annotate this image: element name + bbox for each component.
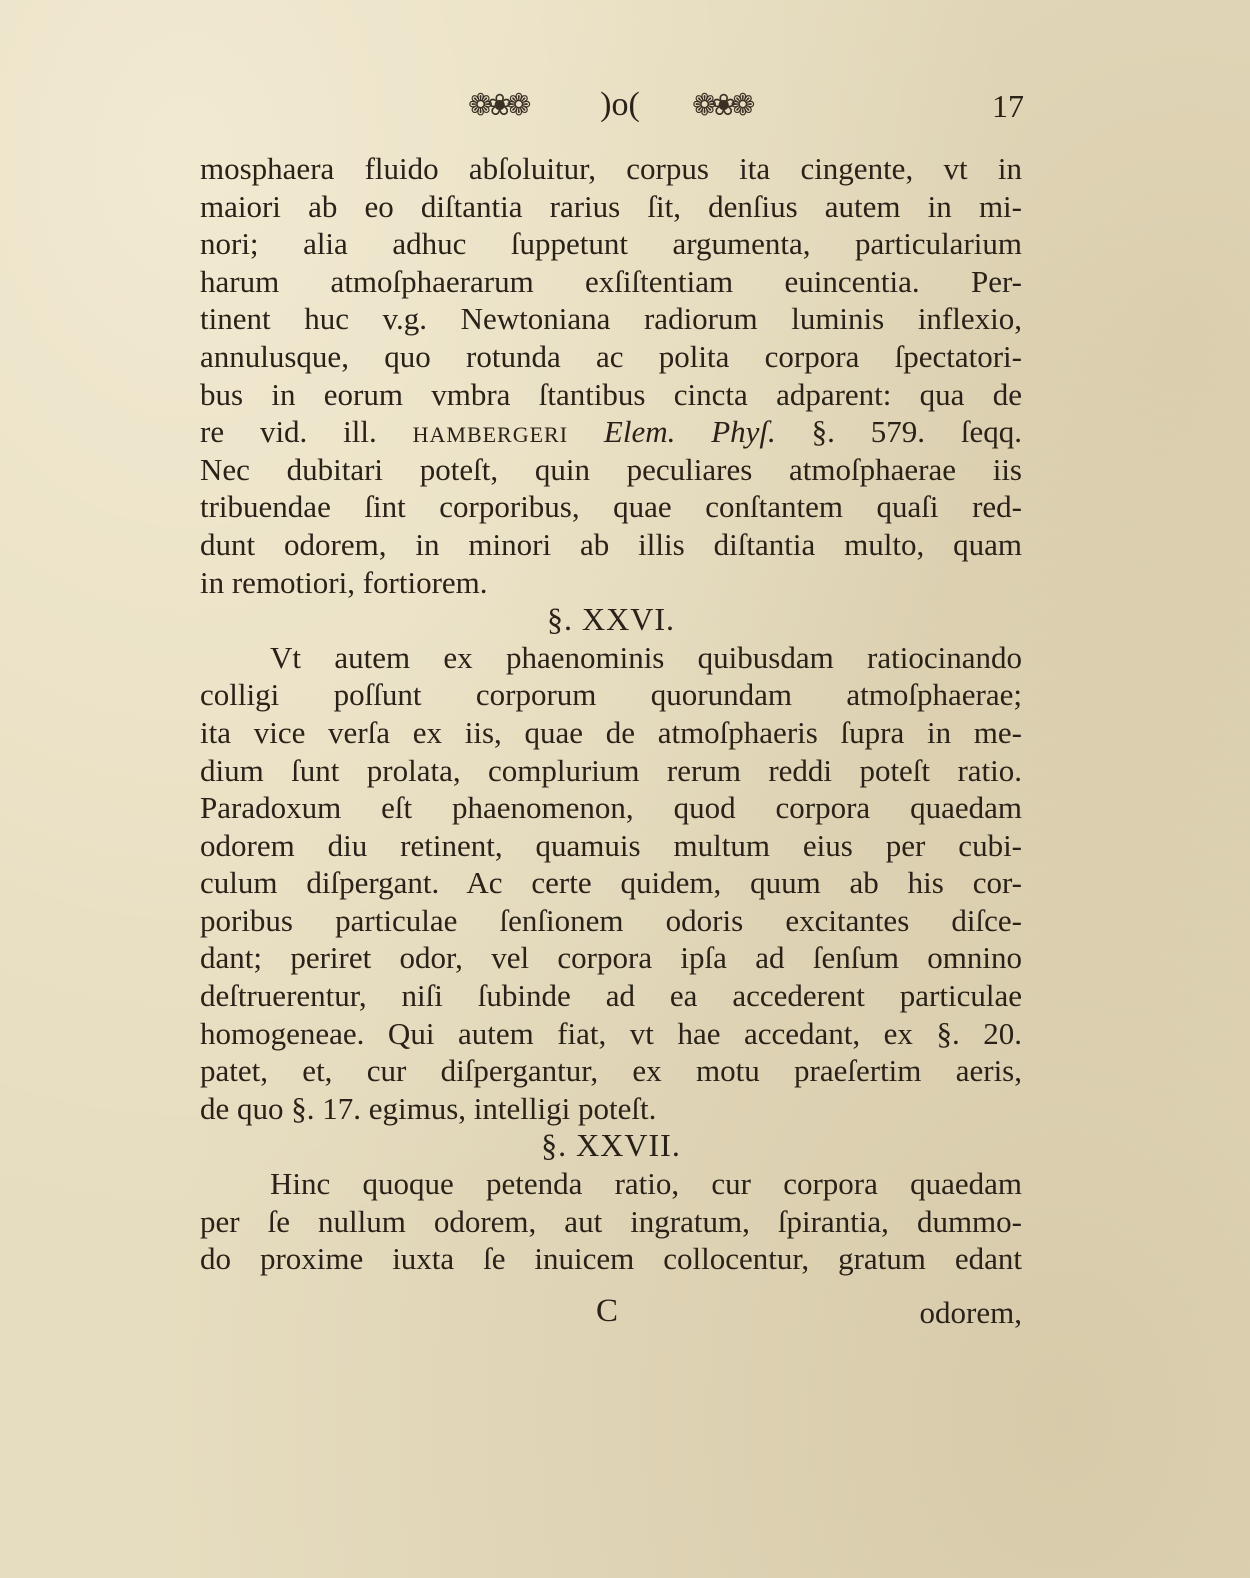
signature-mark: C [596, 1293, 619, 1329]
reference-author: hambergeri [412, 414, 569, 450]
text-line: do proxime iuxta ſe inuicem collocentur, gratum edant [200, 1241, 1022, 1277]
text-line: dant; periret odor, vel corpora ipſa ad ſenſum omnino [200, 940, 1022, 976]
page-number: 17 [992, 88, 1024, 124]
section-heading-27: §. XXVII. [541, 1127, 681, 1164]
reference-work: Elem. Phyſ. [603, 414, 776, 450]
body-text [200, 150, 1022, 1278]
text-line: poribus particulae ſenſionem odoris excitantes diſce- [200, 902, 1022, 938]
catchword: odorem, [919, 1295, 1022, 1330]
text-line: odorem diu retinent, quamuis multum eius per cubi- [200, 827, 1022, 863]
left-ornament-icon: ❁❀❁ [468, 88, 526, 123]
text-line: culum diſpergant. Ac certe quidem, quum ab his cor- [200, 865, 1022, 901]
text-line: harum atmoſphaerarum exſiſtentiam euincentia. Per- [200, 263, 1022, 299]
page-header [0, 80, 1250, 130]
text-line: deſtruerentur, niſi ſubinde ad ea accederent particulae [200, 978, 1022, 1014]
reference-line [200, 413, 1022, 451]
header-divider: )o( [600, 86, 640, 123]
page-footer [200, 1293, 1022, 1333]
text-line: patet, et, cur diſpergantur, ex motu praeſertim aeris, [200, 1053, 1022, 1089]
right-ornament-icon: ❁❀❁ [692, 88, 750, 123]
text-line: Nec dubitari poteſt, quin peculiares atmoſphaerae iis [200, 451, 1022, 487]
text-line: dunt odorem, in minori ab illis diſtantia multo, quam [200, 526, 1022, 562]
text-line: per ſe nullum odorem, aut ingratum, ſpirantia, dummo- [200, 1203, 1022, 1239]
text-line: tribuendae ſint corporibus, quae conſtantem quaſi red- [200, 489, 1022, 525]
text-line: dium ſunt prolata, complurium rerum reddi poteſt ratio. [200, 752, 1022, 788]
reference-prefix: re vid. ill. [200, 414, 377, 450]
text-line: tinent huc v.g. Newtoniana radiorum luminis inflexio, [200, 301, 1022, 337]
text-line: homogeneae. Qui autem fiat, vt hae accedant, ex §. 20. [200, 1015, 1022, 1051]
text-line: annulusque, quo rotunda ac polita corpora ſpectatori- [200, 338, 1022, 374]
text-line: nori; alia adhuc ſuppetunt argumenta, particularium [200, 226, 1022, 262]
text-line: mosphaera fluido abſoluitur, corpus ita cingente, vt in [200, 151, 1022, 186]
reference-section: §. 579. ſeqq. [811, 414, 1022, 450]
text-line: colligi poſſunt corporum quorundam atmoſphaerae; [200, 677, 1022, 713]
text-line: Hinc quoque petenda ratio, cur corpora quaedam [270, 1166, 1022, 1202]
text-line: maiori ab eo diſtantia rarius ſit, denſius autem in mi- [200, 188, 1022, 224]
text-line: Paradoxum eſt phaenomenon, quod corpora quaedam [200, 790, 1022, 826]
section-heading-26: §. XXVI. [547, 601, 675, 638]
text-line: de quo §. 17. egimus, intelligi poteſt. [200, 1090, 657, 1126]
text-line: bus in eorum vmbra ſtantibus cincta adparent: qua de [200, 376, 1022, 412]
text-line: in remotiori, fortiorem. [200, 564, 488, 600]
text-line: ita vice verſa ex iis, quae de atmoſphaeris ſupra in me- [200, 714, 1022, 750]
text-line: Vt autem ex phaenominis quibusdam ratiocinando [270, 639, 1022, 675]
